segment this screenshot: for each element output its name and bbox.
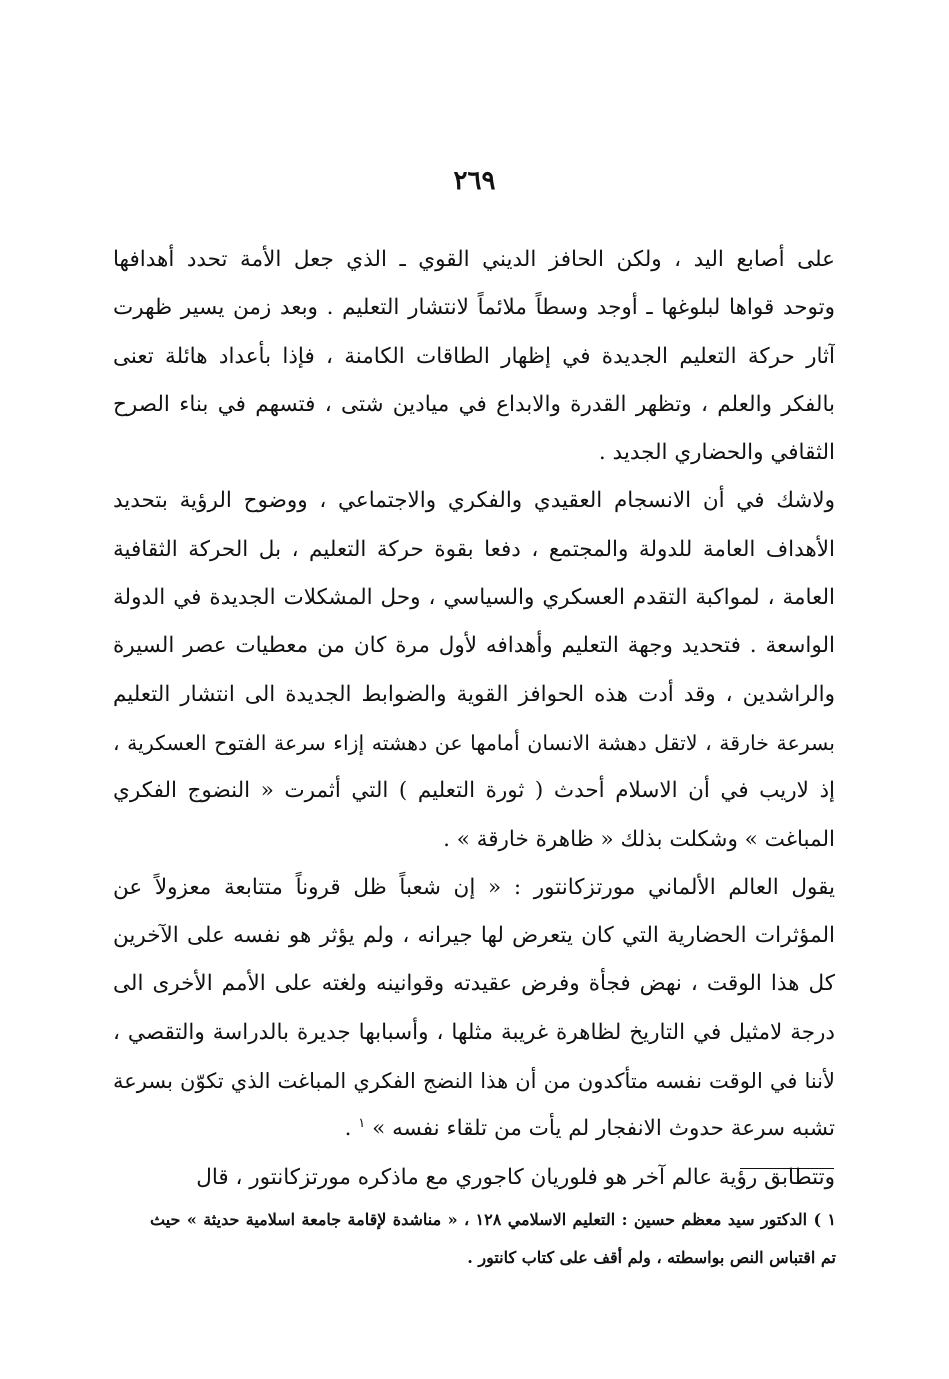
paragraph: [113, 1154, 835, 1202]
page-number: ٢٦٩: [453, 166, 496, 196]
text-line: ولاشك في أن الانسجام العقيدي والفكري والاجتماعي ، ووضوح الرؤية بتحديد: [113, 488, 835, 514]
text-line: العامة ، لمواكبة التقدم العسكري والسياسي ، وحل المشكلات الجديدة في الدولة: [113, 585, 835, 611]
text-line: بالفكر والعلم ، وتظهر القدرة والابداع في ميادين شتى ، فتسهم في بناء الصرح: [113, 391, 835, 417]
footnote-reference[interactable]: ١: [358, 1116, 366, 1132]
text-line: على أصابع اليد ، ولكن الحافز الديني القوي ـ الذي جعل الأمة تحدد أهدافها: [113, 247, 835, 272]
text-line: الواسعة . فتحديد وجهة التعليم وأهدافه لأول مرة كان من معطيات عصر السيرة: [113, 633, 835, 659]
text-line: وتوحد قواها لبلوغها ـ أوجد وسطاً ملائماً لانتشار التعليم . وبعد زمن يسير ظهرت: [113, 295, 835, 321]
text-line: والراشدين ، وقد أدت هذه الحوافز القوية والضوابط الجديدة الى انتشار التعليم: [113, 681, 835, 707]
text-line: لأننا في الوقت نفسه متأكدون من أن هذا النضج الفكري المباغت الذي تكوّن بسرعة: [113, 1069, 835, 1094]
paragraph: [113, 236, 835, 477]
text-line: المباغت » وشكلت بذلك « ظاهرة خارقة » .: [443, 826, 835, 852]
footnote-divider: [740, 1168, 834, 1169]
text-line: درجة لامثيل في التاريخ لظاهرة غريبة مثلها ، وأسبابها جديرة بالدراسة والتقصي ،: [113, 1019, 835, 1045]
text-line: آثار حركة التعليم الجديدة في إظهار الطاقات الكامنة ، فإذا بأعداد هائلة تعنى: [113, 343, 835, 369]
footnote-line: تم اقتباس النص بواسطته ، ولم أقف على كتاب كانتور .: [467, 1248, 836, 1267]
footnote-line: ١ ) الدكتور سيد معظم حسين : التعليم الاسلامي ١٢٨ ، « مناشدة لإقامة جامعة اسلامية حديثة » حيث: [150, 1210, 836, 1229]
footnotes: [150, 1201, 836, 1277]
text-line: المؤثرات الحضارية التي كان يتعرض لها جيرانه ، ولم يؤثر هو نفسه على الآخرين: [113, 923, 835, 949]
text-line: الثقافي والحضاري الجديد .: [598, 440, 835, 466]
text-line: وتتطابق رؤية عالم آخر هو فلوريان كاجوري مع ماذكره مورتزكانتور ، قال: [196, 1164, 835, 1190]
text-line: بسرعة خارقة ، لاتقل دهشة الانسان أمامها عن دهشته إزاء سرعة الفتوح العسكرية ،: [113, 730, 835, 755]
text-span: .: [344, 1116, 359, 1142]
text-line: كل هذا الوقت ، نهض فجأة وفرض عقيدته وقوانينه ولغته على الأمم الأخرى الى: [113, 971, 835, 997]
text-line: [113, 1105, 835, 1153]
paragraph: [113, 864, 835, 1154]
text-line: يقول العالم الألماني مورتزكانتور : « إن شعباً ظل قروناً متتابعة معزولاً عن: [113, 874, 835, 900]
paragraph: [113, 477, 835, 863]
body-text: [113, 236, 835, 1202]
text-line: إذ لاريب في أن الاسلام أحدث ( ثورة التعليم ) التي أثمرت « النضوج الفكري: [113, 778, 835, 804]
text-line: الأهداف العامة للدولة والمجتمع ، دفعا بقوة حركة التعليم ، بل الحركة الثقافية: [113, 536, 835, 562]
text-span: تشبه سرعة حدوث الانفجار لم يأت من تلقاء نفسه »: [372, 1116, 835, 1142]
